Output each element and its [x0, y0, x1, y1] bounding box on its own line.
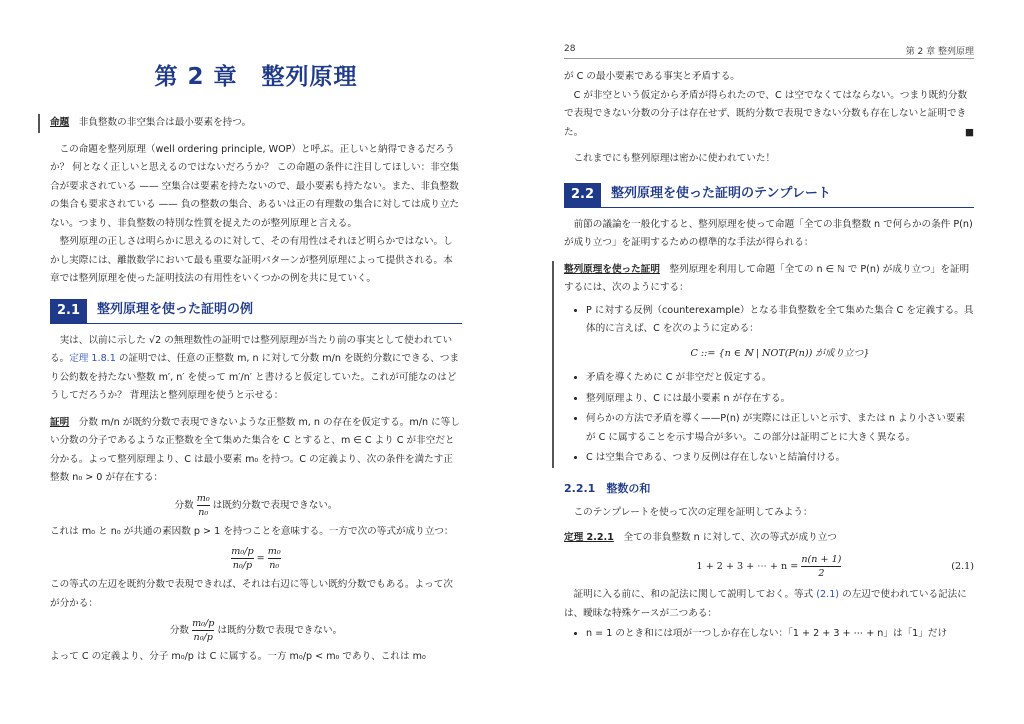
equals-sign: = [256, 553, 265, 564]
paragraph-usefulness: 整列原理の正しさは明らかに思えるのに対して、その有用性はそれほど明らかではない。しかし実際には、離散数学において最も重要な証明パターンが整列原理によって提供される。本章では整列原理を使った証明技法の有用性をいくつかの例を共に見ていく。 [50, 236, 453, 284]
sum-denominator: 2 [801, 566, 841, 580]
left-content [50, 114, 462, 667]
paragraph-continuation: が C の最小要素である事実と矛盾する。 [564, 71, 740, 82]
fraction-numerator: m₀ [196, 492, 210, 504]
display-2-prefix: 分数 [169, 625, 189, 636]
paragraph-template-use: このテンプレートを使って次の定理を証明してみよう： [573, 507, 813, 518]
paragraph-sqrt2-text-a: 実は、以前に示した √2 の無理数性の証明では整列原理が当たり前の事実として使われている。 [50, 334, 453, 364]
list-item: • n = 1 のとき和には項が一つしか存在しない：「1 + 2 + 3 + ⋯ + n」は「1」だけ [586, 625, 974, 644]
proposition-label: 命題 [50, 117, 70, 128]
fraction-left-denominator: n₀/p [232, 560, 253, 571]
proof-label: 証明 [50, 416, 70, 428]
paragraph-notation-text-b: の左辺で使われている記法には、曖昧な特殊ケースが二つある： [564, 589, 967, 619]
equation-lhs: 1 + 2 + 3 + ⋯ + n = [696, 561, 799, 572]
paragraph-intro: この命題を整列原理（well ordering principle, WOP）と呼ぶ。正しいと納得できるだろうか？ 何となく正しいと思えるのではないだろうか？ この命題の条件に注目してほしい：非空集合が要求されている —— 空集合は要素を持たないので、最小要素も持たない。また、非負整数の集合も要求されている —— 負の整数の集合、あるいは正の有理数の集合に対しては成り立たない。つまり、非負整数の特別な性質を捉えたのが整列原理と言える。 [50, 143, 460, 229]
list-item: • 整列原理より、C には最小要素 n が存在する。 [586, 390, 974, 409]
display-2-suffix: は既約分数で表現できない。 [217, 625, 343, 636]
right-page [512, 0, 1024, 724]
display-fraction-2 [50, 617, 462, 644]
proof-paragraph [50, 414, 462, 488]
paragraph-generalize: 前節の議論を一般化すると、整列原理を使って命題「全ての非負整数 n で何らかの条件 P(n) が成り立つ」を証明するための標準的な手法が得られる： [564, 218, 973, 248]
display-1-suffix: は既約分数で表現できない。 [212, 499, 338, 511]
step-define-c: P に対する反例（counterexample）となる非負整数を全て集めた集合 C を定義する。具体的に言えば、C を次のように定める： [586, 304, 974, 334]
template-block [552, 261, 974, 468]
paragraph-conclusion [564, 87, 974, 143]
fraction-2-numerator: m₀/p [192, 618, 215, 629]
paragraph-common-factor: これは m₀ と n₀ が共通の素因数 p > 1 を持つことを意味する。一方で次の等式が成り立つ： [50, 525, 454, 537]
list-item: • 何らかの方法で矛盾を導く——P(n) が実際には正しいと示す、または n より小さい要素が C に属することを示す場合が多い。この部分は証明ごとに大きく異なる。 [586, 410, 974, 447]
display-1-prefix: 分数 [174, 499, 194, 511]
template-text: 整列原理を利用して命題「全ての n ∈ ℕ で P(n) が成り立つ」を証明するには、次のようにする： [564, 263, 970, 293]
display-fraction-1 [50, 492, 462, 519]
equation-link[interactable]: (2.1) [816, 589, 840, 600]
subsection-title: 2.2.1 整数の和 [564, 481, 651, 495]
theorem-link[interactable]: 定理 1.8.1 [69, 353, 116, 364]
template-label: 整列原理を使った証明 [564, 263, 660, 275]
paragraph-conclusion-text: C が非空という仮定から矛盾が得られたので、C は空でなくてはならない。つまり既約分数で表現できない分数の分子は存在せず、既約分数で表現できない分数も存在しないと証明できた。 [564, 89, 968, 138]
theorem-label: 定理 2.2.1 [564, 531, 614, 543]
paragraph-notation [564, 586, 974, 623]
paragraph-secret: これまでにも整列原理は密かに使われていた！ [573, 153, 776, 164]
fraction-left-numerator: m₀/p [231, 546, 254, 557]
equation-2-1 [564, 553, 974, 580]
fraction-denominator: n₀ [198, 506, 209, 518]
fraction-right-numerator: m₀ [267, 546, 281, 557]
special-cases [564, 625, 974, 644]
running-head: 第 2 章 整列原理 [905, 47, 974, 57]
equation-number: (2.1) [951, 560, 974, 572]
section-number: 2.2 [564, 183, 601, 207]
sum-numerator: n(n + 1) [801, 554, 842, 565]
fraction-right-denominator: n₀ [269, 560, 280, 571]
page-number: 28 [564, 44, 576, 54]
fraction-sum [801, 553, 841, 580]
chapter-title: 第 2 章 整列原理 [154, 64, 358, 90]
list-item: • 矛盾を導くために C が非空だと仮定する。 [586, 369, 974, 388]
fraction-m0p-n0p [192, 617, 214, 644]
section-heading-2-1 [50, 299, 462, 324]
theorem-paragraph [564, 529, 974, 548]
section-number: 2.1 [50, 299, 87, 323]
qed-symbol: ■ [964, 126, 974, 138]
set-definition: C ::= {n ∈ ℕ | NOT(P(n)) が成り立つ} [690, 347, 870, 359]
fraction-right [268, 545, 281, 572]
theorem-text: 全ての非負整数 n に対して、次の等式が成り立つ [623, 531, 837, 543]
section-title: 整列原理を使った証明の例 [97, 302, 254, 318]
list-item: • C は空集合である、つまり反例は存在しないと結論付ける。 [586, 449, 974, 468]
paragraph-contradiction: よって C の定義より、分子 m₀/p は C に属する。一方 m₀/p < m₀ であり、これは m₀ [50, 651, 426, 662]
fraction-2-denominator: n₀/p [193, 632, 213, 643]
header-rule [564, 58, 974, 59]
template-steps [564, 302, 974, 468]
paragraph-notation-text-a: 証明に入る前に、和の記法に関して説明しておく。等式 [573, 589, 817, 600]
section-heading-2-2 [564, 183, 974, 208]
paragraph-sqrt2 [50, 332, 462, 406]
list-item [586, 302, 974, 364]
proposition-block [38, 114, 462, 133]
right-content [564, 68, 974, 648]
proof-text: 分数 m/n が既約分数で表現できないような正整数 m, n の存在を仮定する。m/n に等しい分数の分子であるような正整数を全て集めた集合を C とすると、m ∈ C より C が非空だと分かる。よって整列原理より、C は最小要素 m₀ を持つ。C の定義より、次の条件を満たす正整数 n₀ > 0 が存在する： [50, 416, 460, 483]
section-title: 整列原理を使った証明のテンプレート [611, 186, 831, 202]
fraction-m0-n0 [197, 492, 210, 519]
display-equation [50, 545, 462, 572]
paragraph-reduced: この等式の左辺を既約分数で表現できれば、それは右辺に等しい既約分数でもある。よって次が分かる： [50, 579, 453, 609]
proposition-text: 非負整数の非空集合は最小要素を持つ。 [78, 117, 252, 128]
fraction-left [231, 545, 253, 572]
paragraph-sqrt2-text-b: の証明では、任意の正整数 m, n に対して分数 m/n を既約分数にできる、つまり公約数を持たない整数 m′, n′ を使って m′/n′ と書けると仮定していた。これが可能なのはどうしてだろうか？ 背理法と整列原理を使うと示せる： [50, 353, 460, 401]
